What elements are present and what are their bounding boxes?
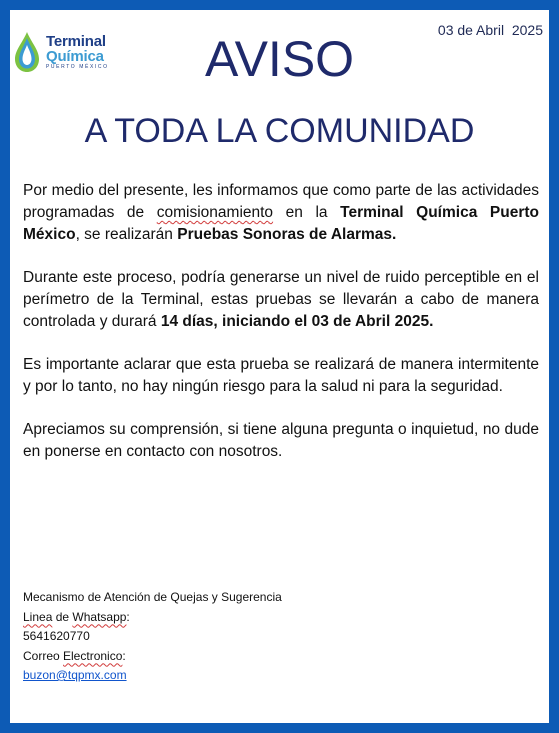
paragraph-noise-text: Durante este proceso, podría generarse un nivel de ruido perceptible en el perímetro de la Terminal, estas pruebas se llevarán a cabo de manera controlada y durará xyxy=(23,269,539,330)
notice-title: AVISO xyxy=(204,31,355,87)
logo-text-puerto-mexico: PUERTO MÉXICO xyxy=(46,64,109,70)
whatsapp-number: 5641620770 xyxy=(23,629,90,643)
notice-date: 03 de Abril 2025 xyxy=(437,22,543,38)
logo-text-quimica: Química xyxy=(46,48,104,65)
paragraph-thanks: Apreciamos su comprensión, si tiene alguna pregunta o inquietud, no dude en ponerse en contacto con nosotros. xyxy=(23,421,539,460)
whatsapp-label-3: Whatsapp xyxy=(72,609,127,624)
notice-body xyxy=(23,180,539,484)
email-label-2: Electronico xyxy=(63,648,123,663)
paragraph-intro-company: Terminal Química Puerto México xyxy=(23,204,539,243)
paragraph-intro-text-3: en la xyxy=(273,204,341,221)
email-label-3: : xyxy=(122,648,126,663)
whatsapp-label-1: Linea xyxy=(23,609,53,624)
whatsapp-label xyxy=(23,608,282,628)
paragraph-intro xyxy=(23,180,539,246)
notice-subtitle: A TODA LA COMUNIDAD xyxy=(84,112,475,150)
paragraph-intro-text-2: comisionamiento xyxy=(156,204,274,221)
email-link[interactable]: buzon@tqpmx.com xyxy=(23,668,127,682)
whatsapp-label-2: de xyxy=(52,609,73,624)
paragraph-noise-duration: 14 días, iniciando el 03 de Abril 2025. xyxy=(160,313,434,330)
paragraph-safety: Es importante aclarar que esta prueba se realizará de manera intermitente y por lo tanto, no hay ningún riesgo para la salud ni para la seguridad. xyxy=(23,356,539,395)
paragraph-noise xyxy=(23,267,539,333)
email-label-1: Correo xyxy=(23,648,64,663)
contact-heading: Mecanismo de Atención de Quejas y Sugerencia xyxy=(23,590,282,604)
paragraph-intro-tests: Pruebas Sonoras de Alarmas. xyxy=(177,226,397,243)
paragraph-intro-text-1: Por medio del presente, les informamos que como parte de las actividades programadas de xyxy=(23,182,539,221)
email-label xyxy=(23,647,282,667)
paragraph-intro-text-4: , se realizarán xyxy=(75,226,178,243)
logo-text-terminal: Terminal xyxy=(46,33,106,50)
whatsapp-label-4: : xyxy=(126,609,130,624)
contact-section xyxy=(23,588,282,686)
